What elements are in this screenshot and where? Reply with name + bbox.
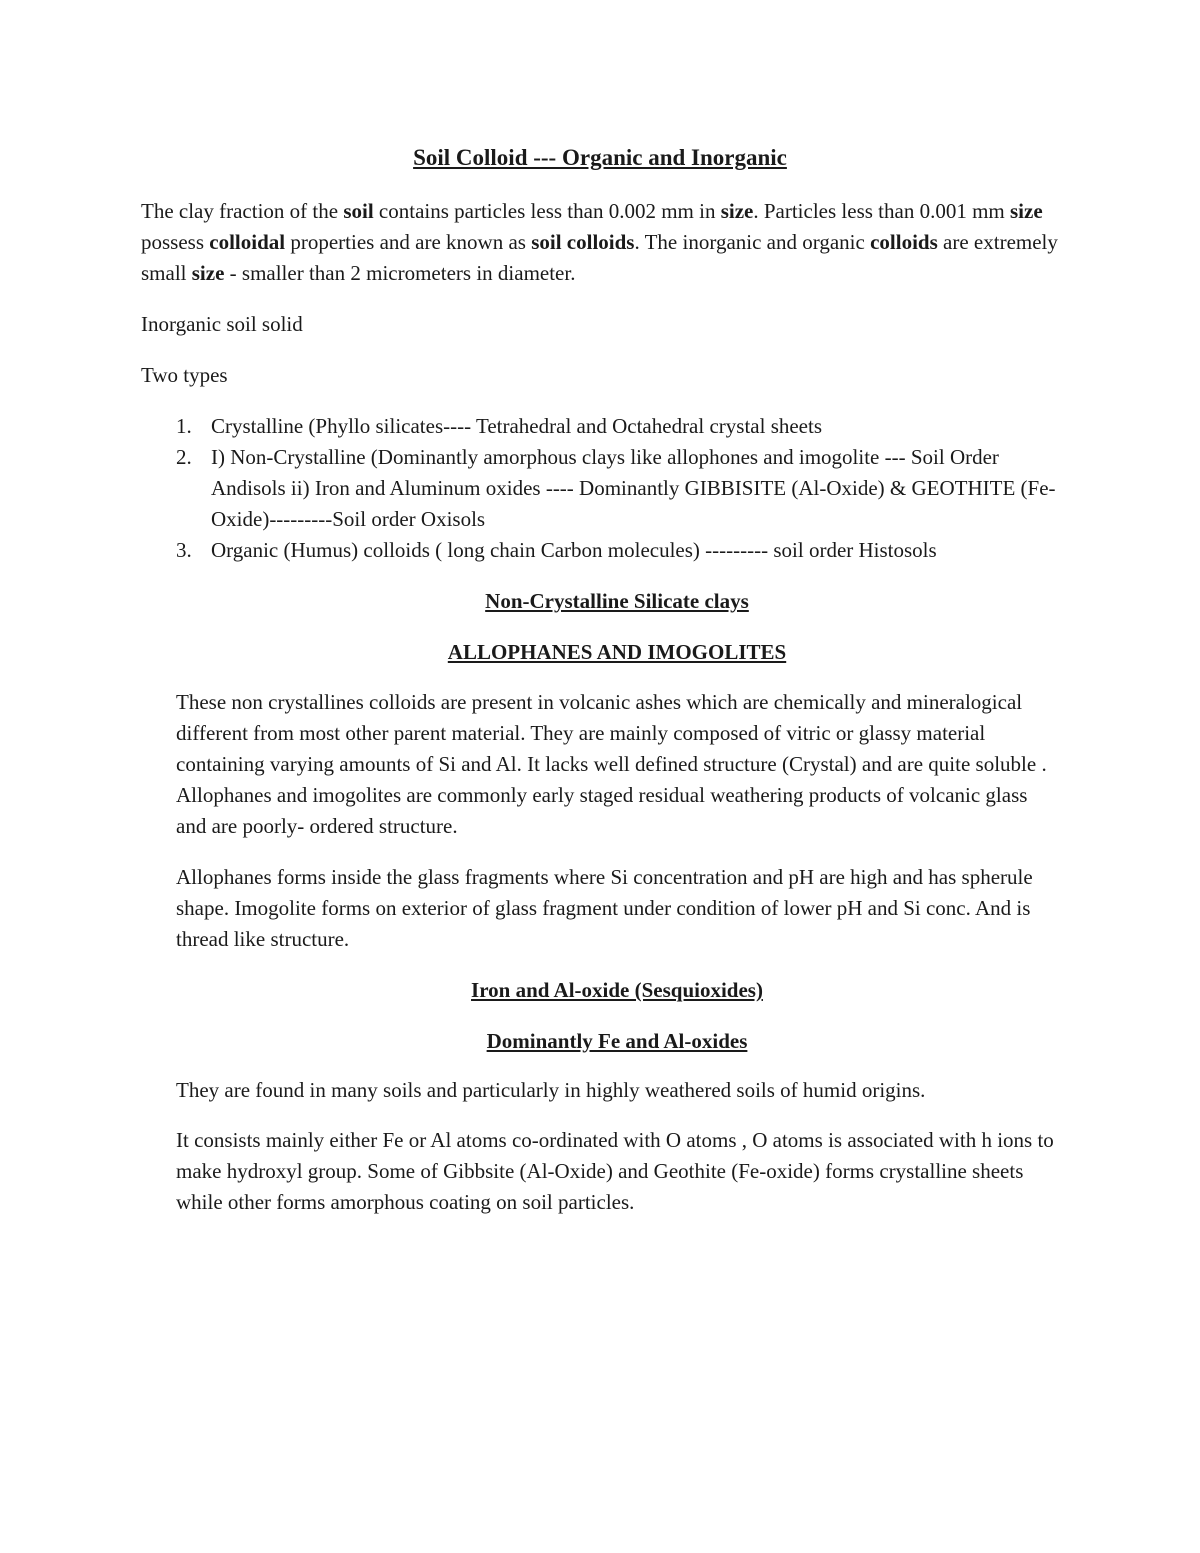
intro-text-7: are extremely small — [141, 230, 1058, 285]
section-heading-noncrystalline: Non-Crystalline Silicate clays — [485, 589, 749, 613]
section-heading-sesquioxides: Iron and Al-oxide (Sesquioxides) — [471, 978, 763, 1002]
list-item-text: Crystalline (Phyllo silicates---- Tetrahedral and Octahedral crystal sheets — [211, 414, 823, 438]
intro-text-1: The clay fraction of the — [141, 199, 344, 223]
allophanes-paragraph-2: Allophanes forms inside the glass fragments where Si concentration and pH are high and has spherule shape. Imogolite forms on exterior of glass fragment under condition of lower pH and Si conc. And is thread like structure. — [176, 865, 1033, 951]
section-subheading-allophanes: ALLOPHANES AND IMOGOLITES — [447, 640, 787, 664]
intro-text-8: - smaller than 2 micrometers in diameter. — [224, 261, 576, 285]
allophanes-paragraph-1: These non crystallines colloids are present in volcanic ashes which are chemically and mineralogical different from most other parent material. They are mainly composed of vitric or glassy material containing varying amounts of Si and Al. It lacks well defined structure (Crystal) and are quite soluble . Allophanes and imogolites are commonly early staged residual weathering products of volcanic glass and are poorly- ordered structure. — [176, 690, 1047, 838]
oxides-paragraph-2: It consists mainly either Fe or Al atoms co-ordinated with O atoms , O atoms is associated with h ions to make hydroxyl group. Some of Gibbsite (Al-Oxide) and Geothite (Fe-oxide) forms crystalline sheets while other forms amorphous coating on soil particles. — [176, 1128, 1054, 1214]
list-item — [141, 442, 1061, 535]
types-label: Two types — [141, 363, 228, 387]
section-subheading-fe-al-oxides: Dominantly Fe and Al-oxides — [486, 1029, 748, 1053]
intro-bold-4: colloidal — [209, 230, 286, 254]
types-list — [141, 411, 1061, 566]
intro-bold-3: size — [1010, 199, 1043, 223]
intro-text-4: possess — [141, 230, 210, 254]
list-item — [141, 411, 1061, 442]
list-number: 3. — [176, 538, 192, 562]
intro-bold-1: soil — [343, 199, 374, 223]
intro-bold-7: size — [191, 261, 225, 285]
intro-text-5: properties and are known as — [285, 230, 532, 254]
oxides-paragraph-1: They are found in many soils and particularly in highly weathered soils of humid origins. — [176, 1078, 926, 1102]
list-number: 2. — [176, 445, 192, 469]
intro-bold-6: colloids — [870, 230, 938, 254]
list-number: 1. — [176, 414, 192, 438]
list-item-text: I) Non-Crystalline (Dominantly amorphous clays like allophones and imogolite --- Soil Order Andisols ii) Iron and Aluminum oxides ---- Dominantly GIBBISITE (Al-Oxide) & GEOTHITE (Fe-Oxide)---------Soil order Oxisols — [211, 445, 1056, 531]
document-title: Soil Colloid --- Organic and Inorganic — [413, 145, 787, 170]
list-item — [141, 535, 1061, 566]
intro-bold-2: size — [720, 199, 754, 223]
inorganic-label: Inorganic soil solid — [141, 312, 303, 336]
intro-text-6: . The inorganic and organic — [634, 230, 871, 254]
list-item-text: Organic (Humus) colloids ( long chain Carbon molecules) --------- soil order Histosols — [211, 538, 937, 562]
intro-text-2: contains particles less than 0.002 mm in — [373, 199, 721, 223]
intro-text-3: . Particles less than 0.001 mm — [753, 199, 1010, 223]
intro-bold-5: soil colloids — [531, 230, 635, 254]
intro-paragraph — [141, 196, 1061, 289]
